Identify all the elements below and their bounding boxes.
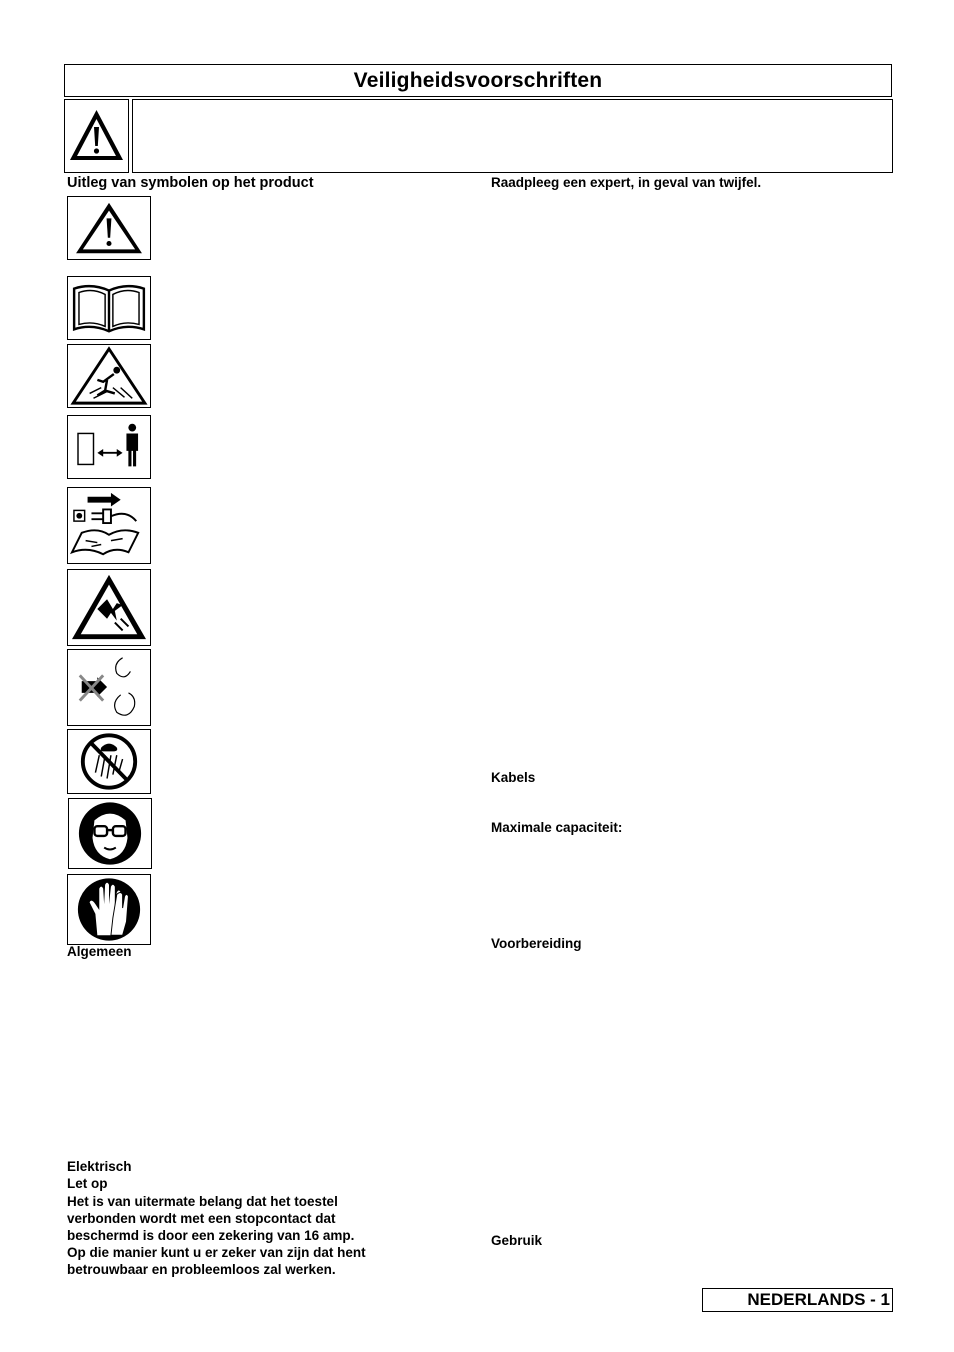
unplug-before-maintenance-icon bbox=[68, 488, 150, 563]
symbol-keep-distance bbox=[67, 415, 151, 479]
top-warning-icon-box bbox=[64, 99, 129, 173]
falling-person-warning-icon bbox=[68, 345, 150, 407]
page-title: Veiligheidsvoorschriften bbox=[353, 68, 603, 92]
note-line: Het is van uitermate belang dat het toestel bbox=[67, 1194, 338, 1209]
page-title-box bbox=[64, 64, 892, 97]
note-line: verbonden wordt met een stopcontact dat bbox=[67, 1211, 336, 1226]
keep-distance-icon bbox=[68, 416, 150, 478]
expert-note: Raadpleeg een expert, in geval van twijfel. bbox=[491, 175, 762, 190]
read-manual-icon bbox=[68, 277, 150, 339]
page-footer-box bbox=[702, 1288, 893, 1312]
symbol-eye-protection bbox=[68, 798, 152, 869]
symbol-no-water bbox=[67, 649, 151, 726]
no-drinking-water-icon bbox=[68, 650, 150, 725]
symbol-warning bbox=[67, 196, 151, 260]
capacity-heading: Maximale capaciteit: bbox=[491, 820, 623, 835]
symbol-hand-cutting bbox=[67, 569, 151, 646]
symbol-unplug bbox=[67, 487, 151, 564]
wear-gloves-icon bbox=[68, 875, 150, 944]
note-line: betrouwbaar en probleemloos zal werken. bbox=[67, 1262, 336, 1277]
warning-triangle-icon bbox=[65, 100, 128, 172]
warning-triangle-icon bbox=[68, 197, 150, 259]
symbol-gloves bbox=[67, 874, 151, 945]
electric-heading: Elektrisch bbox=[67, 1159, 132, 1174]
wear-eye-protection-icon bbox=[69, 799, 151, 868]
symbols-heading: Uitleg van symbolen op het product bbox=[67, 175, 314, 191]
use-heading: Gebruik bbox=[491, 1233, 543, 1248]
general-heading: Algemeen bbox=[67, 944, 132, 959]
note-line: beschermd is door een zekering van 16 amp. bbox=[67, 1228, 355, 1243]
page-footer: NEDERLANDS - 1 bbox=[747, 1290, 890, 1309]
note-heading: Let op bbox=[67, 1176, 108, 1191]
hand-cutting-warning-icon bbox=[68, 570, 150, 645]
symbol-falling-person bbox=[67, 344, 151, 408]
symbol-no-rain bbox=[67, 729, 151, 794]
cables-heading: Kabels bbox=[491, 770, 536, 785]
electric-note-paragraph bbox=[67, 1193, 467, 1278]
top-warning-text-box bbox=[132, 99, 893, 173]
preparation-heading: Voorbereiding bbox=[491, 936, 582, 951]
no-rain-icon bbox=[68, 730, 150, 793]
note-line: Op die manier kunt u er zeker van zijn dat hent bbox=[67, 1245, 366, 1260]
symbol-read-manual bbox=[67, 276, 151, 340]
